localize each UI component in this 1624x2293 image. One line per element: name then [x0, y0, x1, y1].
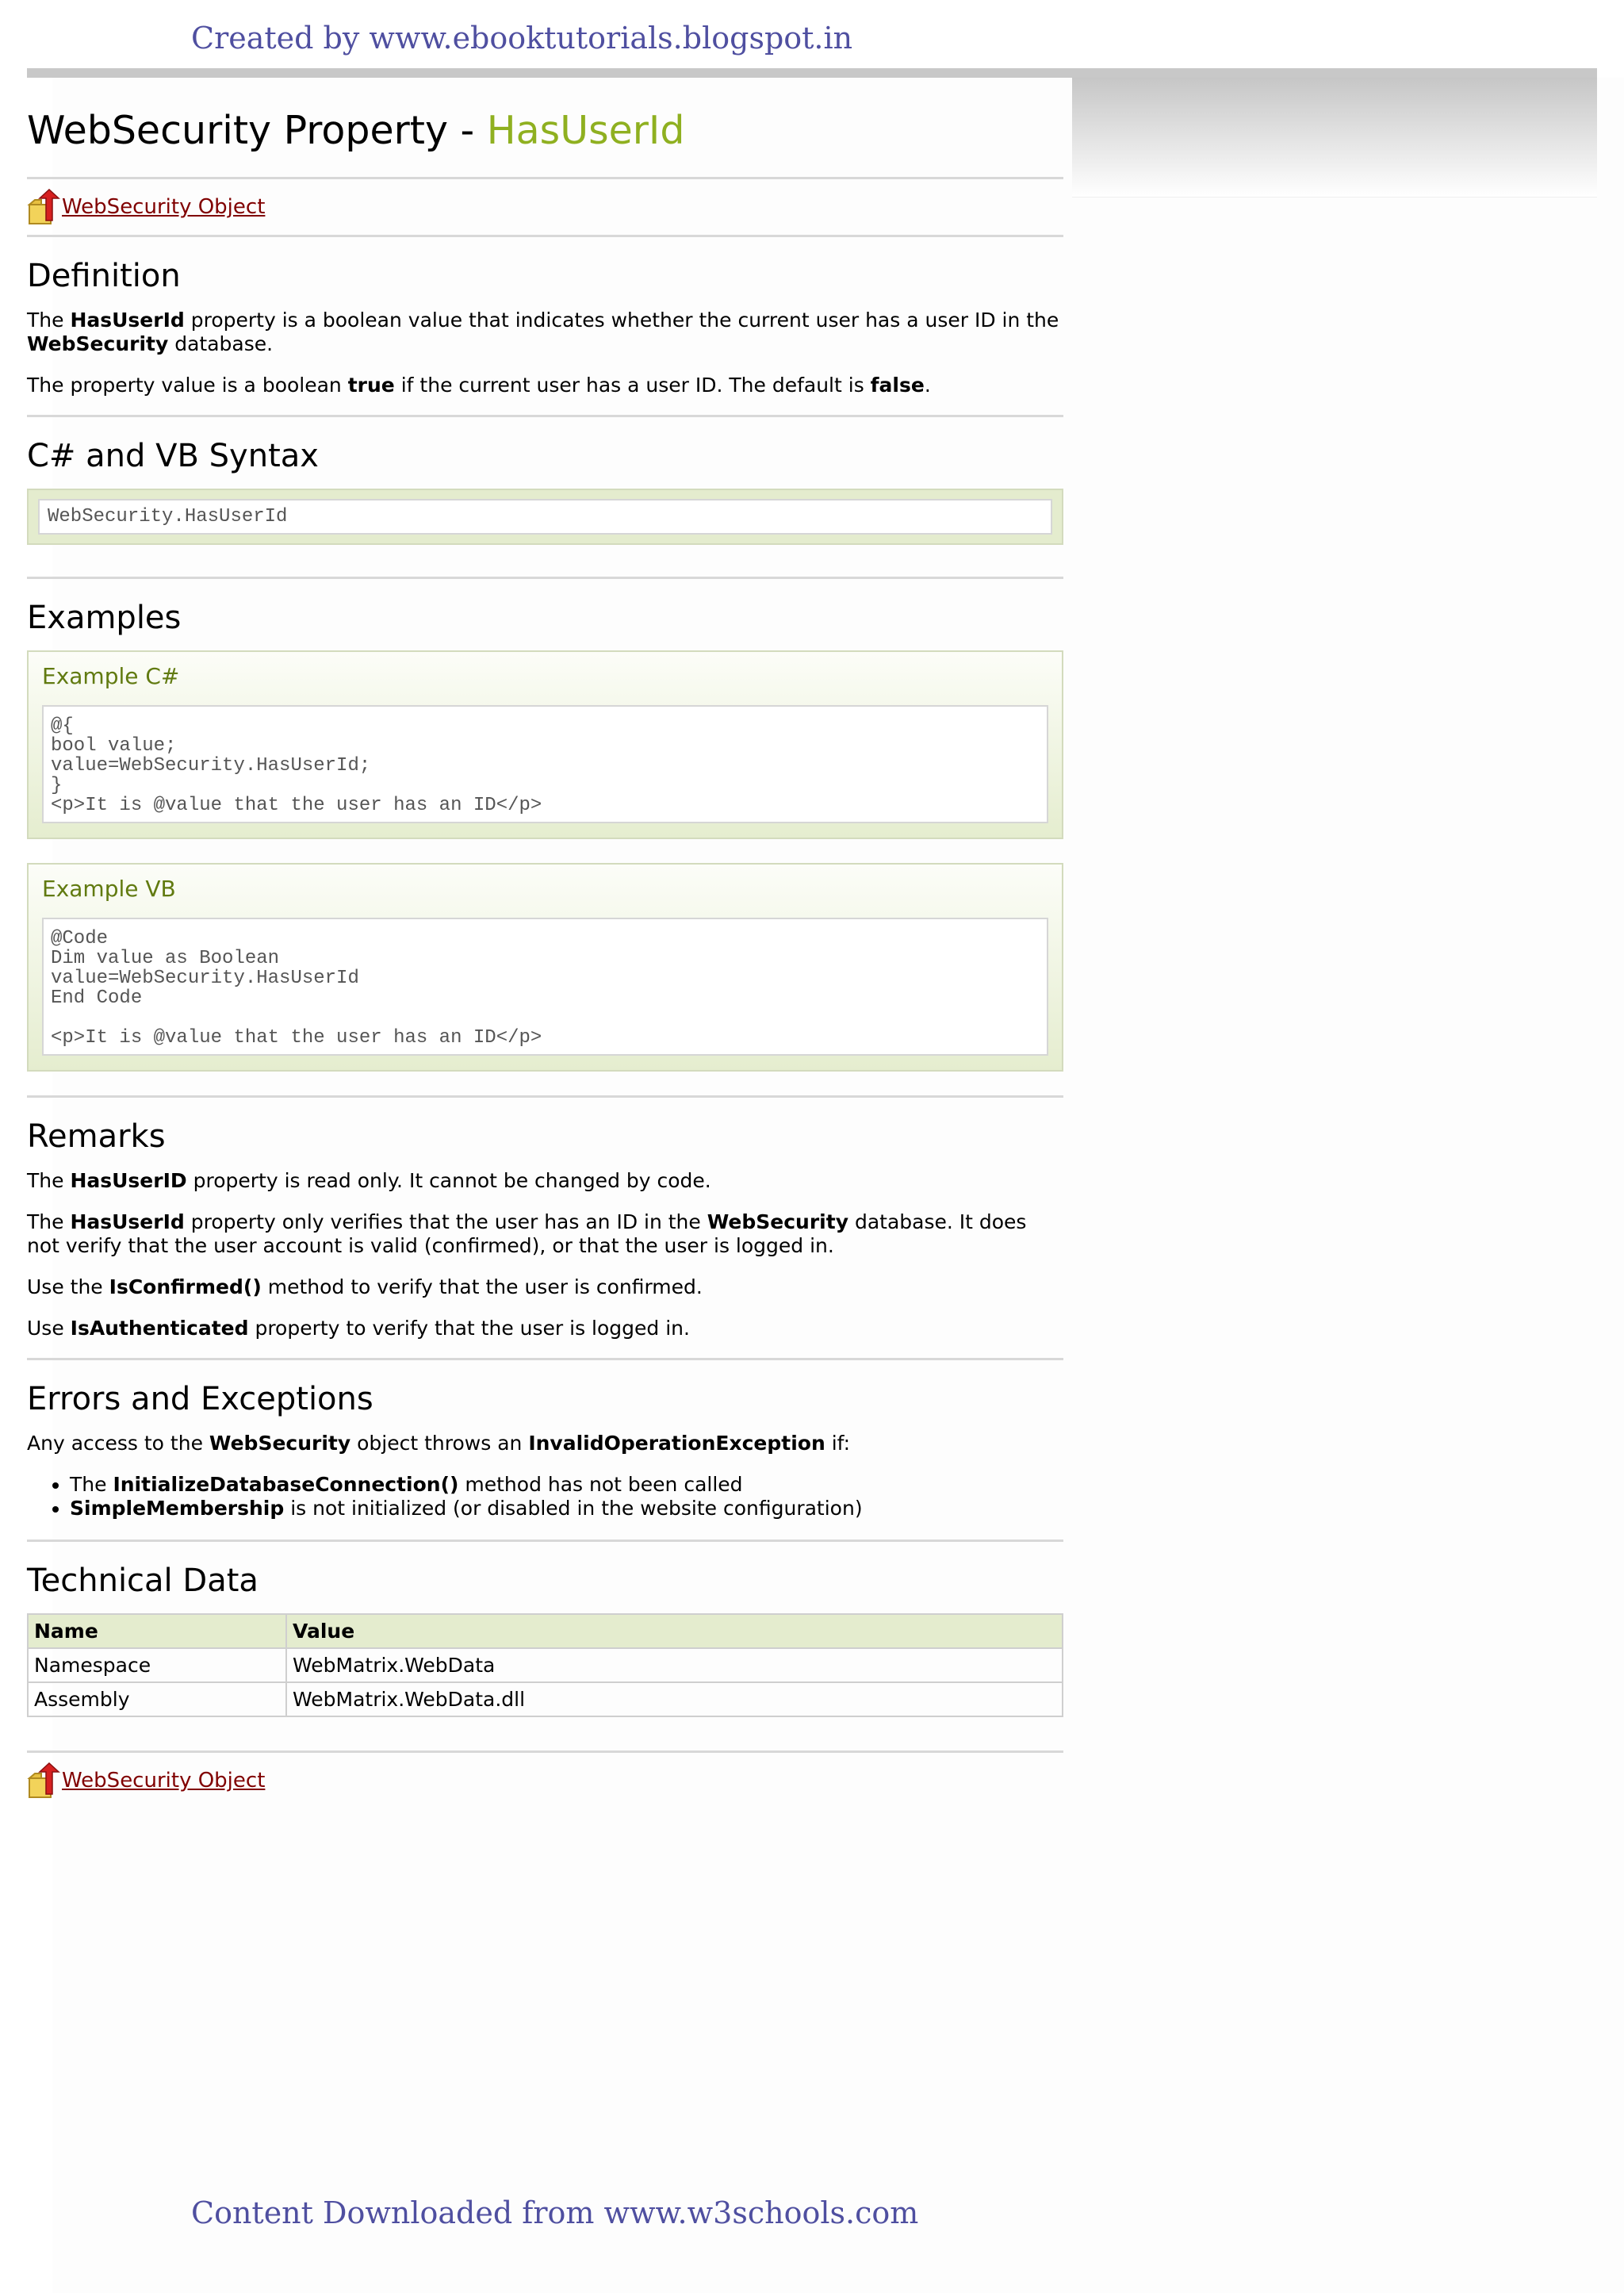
- example-vb-code: @Code Dim value as Boolean value=WebSecurity.HasUserId End Code <p>It is @value that the user has an ID</p>: [42, 918, 1048, 1056]
- example-vb: [27, 863, 1063, 1072]
- example-csharp-code: @{ bool value; value=WebSecurity.HasUserId; } <p>It is @value that the user has an ID</p>: [42, 705, 1048, 823]
- column-header: Value: [286, 1614, 1063, 1648]
- page-title: [27, 108, 1063, 153]
- nav-link-bottom[interactable]: [27, 1753, 1063, 1808]
- syntax-box: [27, 489, 1063, 545]
- errors-heading: Errors and Exceptions: [27, 1381, 373, 1417]
- table-cell: WebMatrix.WebData.dll: [286, 1682, 1063, 1716]
- technical-table: [27, 1613, 1063, 1717]
- remarks-paragraph-4: Use IsAuthenticated property to verify that the user is logged in.: [27, 1317, 690, 1340]
- divider: [27, 415, 1063, 417]
- header-note: Created by www.ebooktutorials.blogspot.in: [191, 21, 853, 56]
- remarks-heading: Remarks: [27, 1118, 166, 1155]
- syntax-code: WebSecurity.HasUserId: [38, 499, 1052, 535]
- divider: [27, 1358, 1063, 1360]
- examples-heading: Examples: [27, 600, 182, 636]
- divider: [27, 1095, 1063, 1098]
- nav-link-top[interactable]: [27, 179, 1063, 235]
- up-arrow-folder-icon: [27, 189, 60, 225]
- errors-list: [27, 1473, 1063, 1520]
- table-cell: Assembly: [28, 1682, 286, 1716]
- table-cell: WebMatrix.WebData: [286, 1648, 1063, 1682]
- table-header-row: [28, 1614, 1063, 1648]
- divider: [27, 577, 1063, 579]
- remarks-paragraph-1: The HasUserID property is read only. It cannot be changed by code.: [27, 1169, 711, 1192]
- remarks-paragraph-3: Use the IsConfirmed() method to verify that the user is confirmed.: [27, 1275, 703, 1298]
- list-item: • SimpleMembership is not initialized (or disabled in the website configuration): [70, 1497, 1063, 1520]
- divider: [27, 1540, 1063, 1542]
- header-gradient-panel: [1072, 78, 1597, 197]
- syntax-heading: C# and VB Syntax: [27, 438, 319, 474]
- table-cell: Namespace: [28, 1648, 286, 1682]
- example-csharp: [27, 650, 1063, 839]
- definition-paragraph-1: The HasUserId property is a boolean value that indicates whether the current user has a user ID in the WebSecurity database.: [27, 309, 1059, 355]
- page-title-accent: HasUserId: [486, 108, 685, 153]
- page-title-prefix: WebSecurity Property -: [27, 108, 487, 153]
- example-vb-title: Example VB: [42, 876, 176, 902]
- remarks-paragraph-2: The HasUserId property only verifies that the user has an ID in the WebSecurity database. It does not verify that the user account is valid (confirmed), or that the user is logged in.: [27, 1210, 1027, 1257]
- table-row: [28, 1682, 1063, 1716]
- top-band: [27, 68, 1597, 78]
- errors-paragraph: Any access to the WebSecurity object throws an InvalidOperationException if:: [27, 1432, 851, 1455]
- footer-note: Content Downloaded from www.w3schools.com: [191, 2195, 919, 2230]
- webSecurity-object-link[interactable]: WebSecurity Object: [62, 1769, 266, 1793]
- main-content: [27, 78, 1063, 1808]
- up-arrow-folder-icon: [27, 1762, 60, 1799]
- table-row: [28, 1648, 1063, 1682]
- divider: [27, 235, 1063, 237]
- example-csharp-title: Example C#: [42, 663, 180, 689]
- technical-heading: Technical Data: [27, 1563, 259, 1599]
- definition-paragraph-2: The property value is a boolean true if the current user has a user ID. The default is false.: [27, 374, 931, 397]
- column-header: Name: [28, 1614, 286, 1648]
- webSecurity-object-link[interactable]: WebSecurity Object: [62, 195, 266, 219]
- definition-heading: Definition: [27, 258, 181, 294]
- list-item: • The InitializeDatabaseConnection() method has not been called: [70, 1473, 1063, 1497]
